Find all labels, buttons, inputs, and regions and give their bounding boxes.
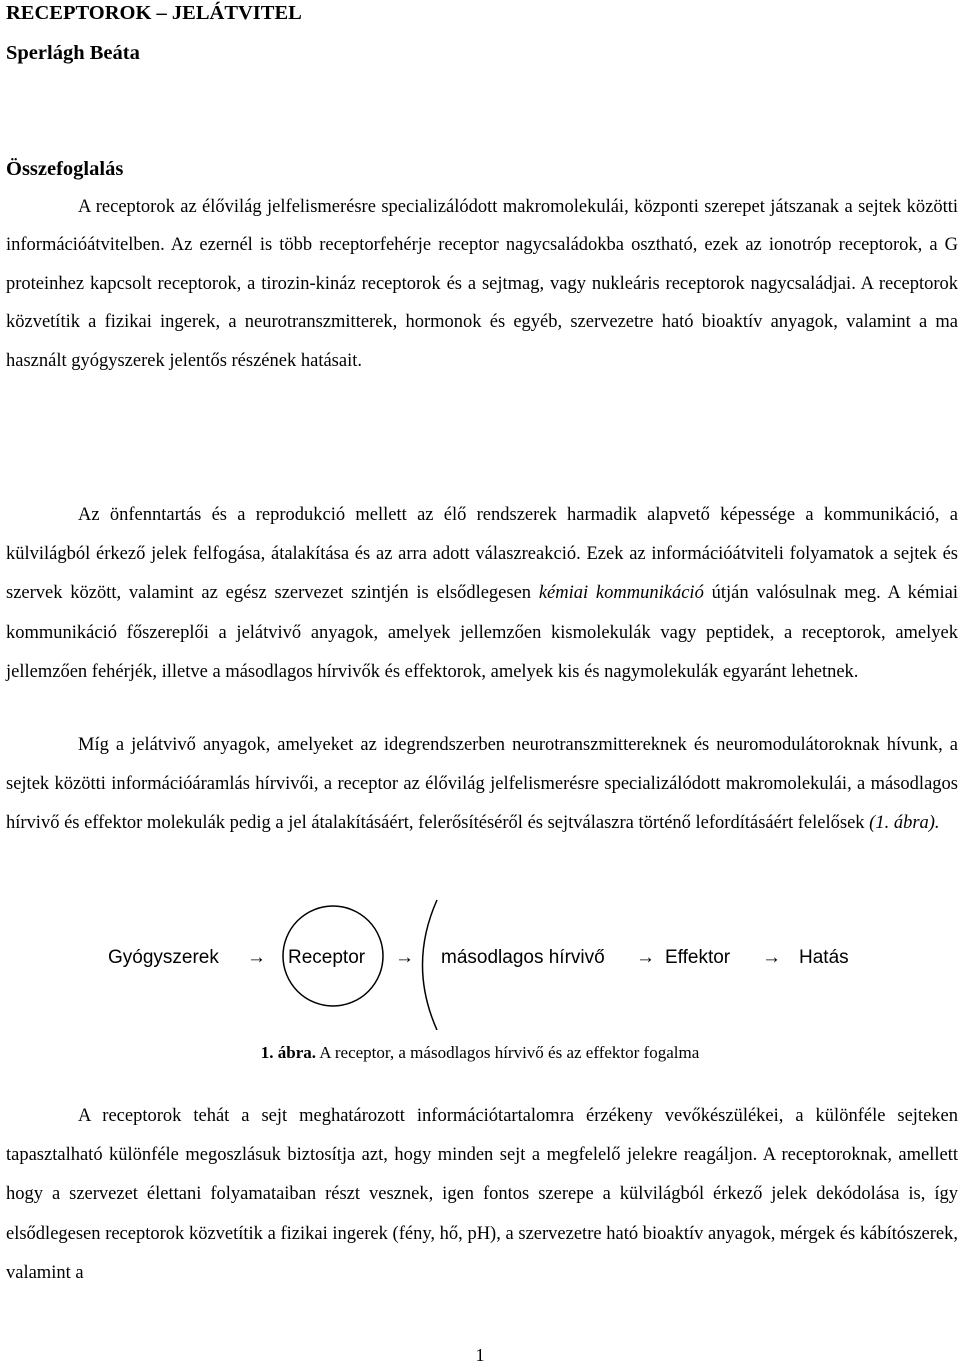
paragraph-text: Az önfenntartás és a reprodukció mellett az élő rendszerek harmadik alapvető képessége a kommunikáció, a külvilágból érkező jelek felfogása, átalakítása és az arra adott válaszreakció. Ezek az információátviteli folyamatok a sejtek és szervek között, valamint az egész szervezet szintjén is elsődlegesen [6, 505, 958, 604]
arrow-icon: → [247, 947, 266, 968]
flow-item-effector: Effektor [665, 947, 731, 968]
figure-reference: (1. ábra). [869, 813, 940, 834]
membrane-arc [423, 900, 438, 1030]
paragraph-text: útján valósulnak meg. A kémiai kommunikáció főszereplői a jelátvivő anyagok, amelyek jellemzően kismolekulák vagy peptidek, a receptorok, amelyek jellemzően fehérjék, illetve a másodlagos hírvivők és effektorok, amelyek kis és nagymolekulák egyaránt lehetnek. [6, 583, 959, 682]
author-name: Sperlágh Beáta [6, 42, 140, 64]
caption-text: A receptor, a másodlagos hírvivő és az effektor fogalma [315, 1043, 700, 1062]
figure-1-diagram [0, 880, 960, 1030]
page-number: 1 [475, 1345, 485, 1365]
body-paragraph-2 [6, 726, 958, 844]
body-paragraph-1 [6, 496, 958, 692]
summary-paragraph: A receptorok az élővilág jelfelismerésre specializálódott makromolekulái, központi szerepet játszanak a sejtek közötti információátvitelben. Az ezernél is több receptorfehérje receptor nagycsaládokba osztható, ezek az ionotróp receptorok, a G proteinhez kapcsolt receptorok, a tirozin-kináz receptorok és a sejtmag, vagy nukleáris receptorok nagycsaládjai. A receptorok közvetítik a fizikai ingerek, a neurotranszmitterek, hormonok és egyéb, szervezetre ható bioaktív anyagok, valamint a ma használt gyógyszerek jelentős részének hatásait. [6, 197, 958, 371]
figure-caption [0, 1041, 960, 1065]
italic-term: kémiai kommunikáció [538, 583, 704, 604]
flow-item-drugs: Gyógyszerek [108, 947, 219, 968]
paragraph-text: Míg a jelátvivő anyagok, amelyeket az idegrendszerben neurotranszmittereknek és neuromodulátoroknak hívunk, a sejtek közötti információáramlás hírvivői, a receptor az élővilág jelfelismerésre specializálódott makromolekulái, a másodlagos hírvivő és effektor molekulák pedig a jel átalakításáért, felerősítéséről és sejtválaszra történő lefordításáért felelősek [6, 735, 958, 834]
flow-item-second-messenger: másodlagos hírvivő [441, 947, 605, 968]
flow-item-receptor: Receptor [288, 947, 366, 968]
arrow-icon: → [762, 947, 781, 968]
body-paragraph-3: A receptorok tehát a sejt meghatározott információtartalomra érzékeny vevőkészülékei, a különféle sejteken tapasztalható különféle megoszlásuk biztosítja azt, hogy minden sejt a megfelelő jelekre reagáljon. A receptoroknak, amellett hogy a szervezet élettani folyamataiban részt vesznek, igen fontos szerepe a külvilágból érkező jelek dekódolása is, így elsődlegesen receptorok közvetítik a fizikai ingerek (fény, hő, pH), a szervezetre ható bioaktív anyagok, mérgek és kábítószerek, valamint a [6, 1106, 958, 1283]
document-title: RECEPTOROK – JELÁTVITEL [6, 2, 302, 24]
arrow-icon: → [395, 947, 414, 968]
flow-item-effect: Hatás [799, 947, 849, 968]
arrow-icon: → [636, 947, 655, 968]
summary-heading: Összefoglalás [6, 158, 124, 180]
caption-label: 1. ábra. [260, 1043, 316, 1062]
